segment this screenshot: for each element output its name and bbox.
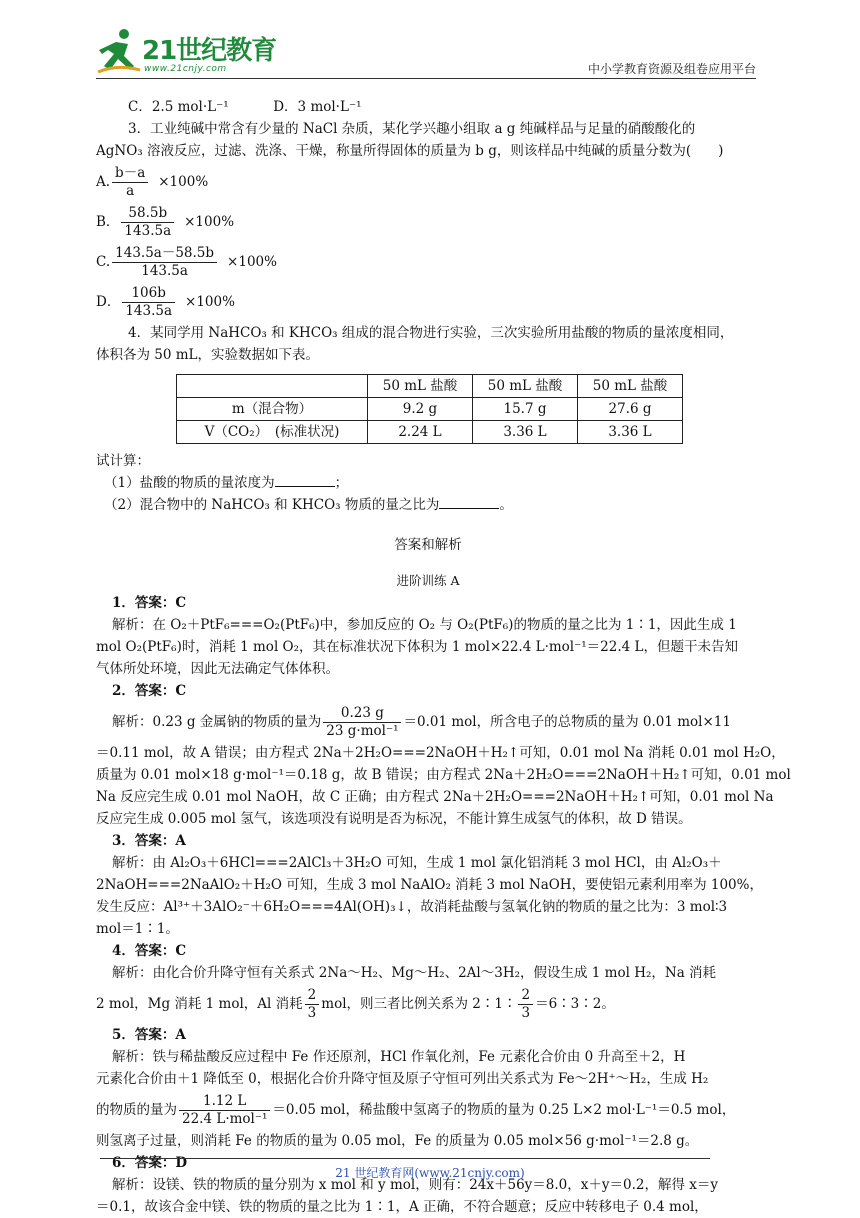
table-cell: 9.2 g: [368, 398, 473, 421]
answer-2-l3: 质量为 0.01 mol×18 g·mol⁻¹＝0.18 g，故 B 错误；由方程式 2Na＋2H₂O===2NaOH＋H₂↑可知，0.01 mol: [96, 767, 791, 783]
table-cell: 27.6 g: [578, 398, 683, 421]
q2-option-d: D．3 mol·L⁻¹: [273, 99, 362, 115]
q2-option-c: C．2.5 mol·L⁻¹: [128, 99, 229, 115]
table-header-row: [177, 375, 683, 398]
numerator: 143.5a－58.5b: [112, 245, 217, 263]
numerator: b－a: [112, 165, 148, 183]
option-label: D．: [96, 294, 121, 310]
numerator: 2: [518, 987, 533, 1005]
q3-option-c: [96, 242, 760, 282]
answer-2-l4: Na 反应完生成 0.01 mol NaOH，故 C 正确；由方程式 2Na＋2H₂O===2NaOH＋H₂↑可知，0.01 mol Na: [96, 789, 774, 805]
table-cell: 50 mL 盐酸: [578, 375, 683, 398]
answer-4: 4．答案：C: [112, 943, 187, 959]
answer-2-l1-text: 解析：0.23 g 金属钠的物质的量为: [112, 714, 322, 730]
running-figure-icon: [96, 26, 142, 78]
answer-1-l2: mol O₂(PtF₆)时，消耗 1 mol O₂，其在标准状况下体积为 1 mol×22.4 L·mol⁻¹＝22.4 L，但题干未告知: [96, 639, 738, 655]
q4-calc-label: 试计算：: [96, 453, 150, 469]
answer-5-l4: 则氢离子过量，则消耗 Fe 的物质的量为 0.05 mol，Fe 的质量为 0.05 mol×56 g·mol⁻¹＝2.8 g。: [96, 1133, 699, 1149]
q4-sub1-end: ；: [334, 475, 349, 491]
experiment-table: [176, 374, 683, 444]
header-divider: [96, 78, 756, 79]
q3-stem: 3．工业纯碱中常含有少量的 NaCl 杂质，某化学兴趣小组取 a g 纯碱样品与足量的硝酸酸化的: [128, 121, 696, 137]
table-cell: V（CO₂） (标准状况): [177, 421, 368, 444]
table-cell: 50 mL 盐酸: [368, 375, 473, 398]
denominator: 143.5a: [124, 222, 172, 239]
table-row: [177, 421, 683, 444]
option-tail: ×100%: [158, 174, 209, 190]
q3-stem-cont: AgNO₃ 溶液反应，过滤、洗涤、干燥，称量所得固体的质量为 b g，则该样品中纯碱的质量分数为( ): [96, 143, 724, 159]
option-tail: ×100%: [185, 294, 235, 310]
denominator: a: [126, 182, 135, 199]
answer-5: 5．答案：A: [112, 1027, 186, 1043]
q4-stem-cont: 体积各为 50 mL，实验数据如下表。: [96, 347, 320, 363]
q2-options-tail: [128, 96, 760, 118]
fraction: [305, 987, 320, 1022]
answer-blank[interactable]: [275, 472, 335, 487]
footer-divider: [100, 1158, 710, 1159]
q4-sub1-text: （1）盐酸的物质的量浓度为: [104, 475, 275, 491]
q3-option-d: [96, 282, 760, 322]
numerator: 58.5b: [121, 205, 174, 223]
table-cell: 50 mL 盐酸: [473, 375, 578, 398]
q3-option-b: [96, 202, 760, 242]
numerator: 2: [305, 987, 320, 1005]
answer-2: 2．答案：C: [112, 683, 187, 699]
answers-title: 答案和解析: [394, 537, 462, 553]
table-row: [177, 398, 683, 421]
denominator: 3: [521, 1004, 531, 1021]
numerator: 106b: [122, 285, 175, 303]
answer-4-l2: [96, 984, 760, 1024]
answer-1-l1: 解析：在 O₂＋PtF₆===O₂(PtF₆)中，参加反应的 O₂ 与 O₂(PtF₆)的物质的量之比为 1∶1，因此生成 1: [112, 617, 737, 633]
answer-6-l1: 解析：设镁、铁的物质的量分别为 x mol 和 y mol，则有：24x＋56y＝8.0，x＋y＝0.2，解得 x＝y: [112, 1177, 718, 1193]
answer-2-l2: ＝0.11 mol，故 A 错误；由方程式 2Na＋2H₂O===2NaOH＋H₂↑可知，0.01 mol Na 消耗 0.01 mol H₂O，: [96, 745, 785, 761]
answer-4-l2-mid: mol，则三者比例关系为 2∶1∶: [321, 996, 517, 1012]
answer-5-l3-tail: ＝0.05 mol，稀盐酸中氢离子的物质的量为 0.25 L×2 mol·L⁻¹＝0.5 mol，: [272, 1102, 736, 1118]
answer-5-l1: 解析：铁与稀盐酸反应过程中 Fe 作还原剂，HCl 作氧化剂，Fe 元素化合价由 0 升高至＋2，H: [112, 1049, 686, 1065]
denominator: 143.5a: [125, 302, 173, 319]
table-cell: 3.36 L: [578, 421, 683, 444]
option-tail: ×100%: [227, 254, 277, 270]
q4-sub2-text: （2）混合物中的 NaHCO₃ 和 KHCO₃ 物质的量之比为: [104, 497, 440, 513]
q3-option-a: [96, 162, 760, 202]
denominator: 3: [307, 1004, 317, 1021]
fraction: [179, 1093, 270, 1128]
answers-section: 进阶训练 A: [396, 573, 460, 588]
answer-3-l1: 解析：由 Al₂O₃＋6HCl===2AlCl₃＋3H₂O 可知，生成 1 mol 氯化铝消耗 3 mol HCl，由 Al₂O₃＋: [112, 855, 722, 871]
platform-label: 中小学教育资源及组卷应用平台: [587, 62, 756, 76]
logo-text: 21世纪教育: [142, 36, 277, 66]
fraction: [121, 205, 174, 240]
answer-3-l4: mol＝1∶1。: [96, 921, 179, 937]
option-label: C.: [96, 254, 111, 270]
answer-3: 3．答案：A: [112, 833, 186, 849]
answer-3-l3: 发生反应：Al³⁺＋3AlO₂⁻＋6H₂O===4Al(OH)₃↓，故消耗盐酸与氢氧化钠的物质的量之比为：3 mol∶3: [96, 899, 728, 915]
answer-5-l3: [96, 1090, 760, 1130]
logo-url: www.21cnjy.com: [144, 64, 227, 74]
answer-6: 6．答案：D: [112, 1155, 188, 1171]
fraction: [323, 705, 401, 740]
table-cell: 2.24 L: [368, 421, 473, 444]
denominator: 143.5a: [141, 262, 188, 279]
page-footer[interactable]: 21 世纪教育网(www.21cnjy.com): [335, 1166, 525, 1180]
numerator: 0.23 g: [323, 705, 401, 723]
answer-5-l2: 元素化合价由＋1 降低至 0，根据化合价升降守恒及原子守恒可列出关系式为 Fe～2H⁺～H₂，生成 H₂: [96, 1071, 709, 1087]
answer-2-l1-tail: ＝0.01 mol，所含电子的总物质的量为 0.01 mol×11: [403, 714, 731, 730]
table-cell: 3.36 L: [473, 421, 578, 444]
answer-5-l3-text: 的物质的量为: [96, 1102, 177, 1118]
q4-stem: 4．某同学用 NaHCO₃ 和 KHCO₃ 组成的混合物进行实验，三次实验所用盐酸的物质的量浓度相同，: [128, 325, 734, 341]
q4-sub2-end: 。: [499, 497, 513, 513]
numerator: 1.12 L: [179, 1093, 270, 1111]
table-cell: m（混合物）: [177, 398, 368, 421]
answer-6-l2: ＝0.1，故该合金中镁、铁的物质的量之比为 1∶1，A 正确，不符合题意；反应中转移电子 0.4 mol，: [96, 1199, 708, 1215]
answer-4-l1: 解析：由化合价升降守恒有关系式 2Na～H₂、Mg～H₂、2Al～3H₂，假设生成 1 mol H₂，Na 消耗: [112, 965, 717, 981]
fraction: [518, 987, 533, 1022]
fraction: [112, 245, 217, 280]
answer-4-l2-tail: ＝6∶3∶2。: [535, 996, 615, 1012]
answer-1: 1．答案：C: [112, 595, 187, 611]
fraction: [112, 165, 148, 200]
table-cell: 15.7 g: [473, 398, 578, 421]
answer-2-l5: 反应完生成 0.005 mol 氢气，该选项没有说明是否为标况，不能计算生成氢气的体积，故 D 错误。: [96, 811, 692, 827]
logo: [96, 24, 286, 80]
option-tail: ×100%: [184, 214, 235, 230]
q4-sub2: [104, 494, 760, 516]
main-content: [96, 96, 791, 1218]
answer-blank[interactable]: [439, 494, 499, 509]
answer-4-l2-text: 2 mol，Mg 消耗 1 mol，Al 消耗: [96, 996, 303, 1012]
answer-1-l3: 气体所处环境，因此无法确定气体体积。: [96, 661, 339, 677]
fraction: [122, 285, 175, 320]
option-label: A.: [96, 174, 111, 190]
answer-3-l2: 2NaOH===2NaAlO₂＋H₂O 可知，生成 3 mol NaAlO₂ 消耗 3 mol NaOH，要使铝元素利用率为 100%，: [96, 877, 763, 893]
denominator: 23 g·mol⁻¹: [326, 722, 399, 739]
answer-2-l1: [112, 702, 760, 742]
option-label: B．: [96, 214, 120, 230]
denominator: 22.4 L·mol⁻¹: [182, 1110, 268, 1127]
page-header: [96, 24, 756, 84]
q4-sub1: [104, 472, 760, 494]
table-cell: [177, 375, 368, 398]
